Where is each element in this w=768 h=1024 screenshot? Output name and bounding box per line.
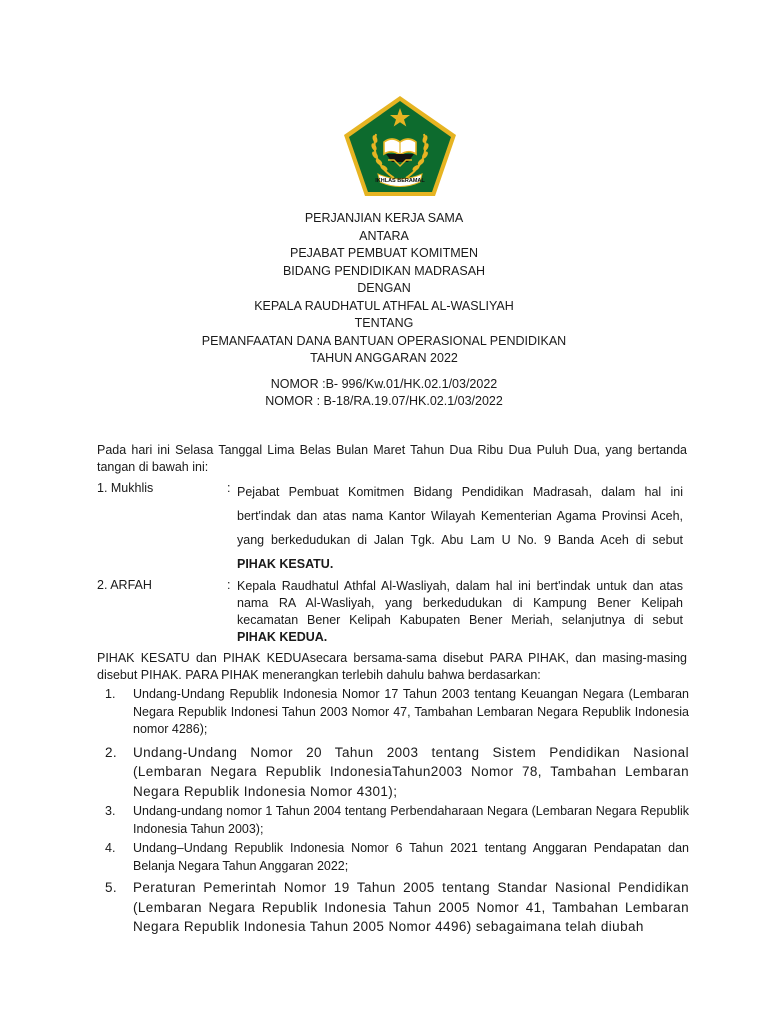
list-text: Undang-undang nomor 1 Tahun 2004 tentang Perbendaharaan Negara (Lembaran Negara Republik Indonesia Tahun 2003); bbox=[133, 804, 689, 836]
kemenag-logo bbox=[342, 94, 458, 198]
list-number: 1. bbox=[105, 687, 116, 701]
title-line: DENGAN bbox=[357, 281, 411, 295]
party-description bbox=[237, 481, 683, 577]
para-pihak-paragraph: PIHAK KESATU dan PIHAK KEDUAsecara bersama-sama disebut PARA PIHAK, dan masing-masing disebut PIHAK. PARA PIHAK menerangkan terlebih dahulu bahwa berdasarkan: bbox=[97, 651, 687, 682]
desc-line: Pejabat Pembuat Komitmen Bidang Pendidikan Madrasah, dalam hal ini bbox=[237, 485, 683, 499]
agreement-title bbox=[0, 210, 768, 368]
desc-line: nama RA Al-Wasliyah, yang berkedudukan di Kampung Bener Kelipah bbox=[237, 596, 683, 610]
nomor-line: NOMOR : B-18/RA.19.07/HK.02.1/03/2022 bbox=[265, 394, 503, 408]
legal-basis-list bbox=[97, 686, 689, 937]
title-line: TENTANG bbox=[354, 316, 414, 330]
list-item bbox=[97, 803, 689, 838]
nomor-line: NOMOR :B- 996/Kw.01/HK.02.1/03/2022 bbox=[270, 377, 498, 391]
intro-paragraph: Pada hari ini Selasa Tanggal Lima Belas Bulan Maret Tahun Dua Ribu Dua Puluh Dua, yang bertanda tangan di bawah ini: bbox=[97, 443, 687, 474]
list-item bbox=[97, 878, 689, 937]
party-label: PIHAK KEDUA. bbox=[237, 630, 328, 644]
list-text: Undang-Undang Nomor 20 Tahun 2003 tentang Sistem Pendidikan Nasional (Lembaran Negara Republik IndonesiaTahun2003 Nomor 78, Tambahan Lembaran Negara Republik Indonesia Nomor 4301); bbox=[133, 744, 689, 799]
list-number: 5. bbox=[105, 880, 118, 895]
list-text: Peraturan Pemerintah Nomor 19 Tahun 2005 tentang Standar Nasional Pendidikan (Lembaran Negara Republik Indonesia Tahun 2005 Nomor 41, Tambahan Lembaran Negara Republik Indonesia Tahun 2005 Nomor 4496) sebagaimana telah diubah bbox=[133, 880, 689, 934]
desc-line: Kepala Raudhatul Athfal Al-Wasliyah, dalam hal ini bert'indak untuk dan atas bbox=[237, 579, 683, 593]
desc-line: bert'indak dan atas nama Kantor Wilayah Kementerian Agama Provinsi Aceh, bbox=[237, 509, 683, 523]
party-name: 2. ARFAH bbox=[97, 578, 152, 592]
title-line: PEJABAT PEMBUAT KOMITMEN bbox=[290, 246, 478, 260]
list-item bbox=[97, 743, 689, 802]
party-description bbox=[237, 578, 683, 646]
list-number: 2. bbox=[105, 744, 118, 760]
list-text: Undang-Undang Republik Indonesia Nomor 17 Tahun 2003 tentang Keuangan Negara (Lembaran Negara Republik Indonesi Tahun 2003 Nomor 47, Tambahan Lembaran Negara Republik Indonesia nomor 4286); bbox=[133, 687, 689, 736]
svg-text:IKHLAS BERAMAL: IKHLAS BERAMAL bbox=[375, 178, 425, 184]
document-numbers bbox=[0, 376, 768, 410]
party-label: PIHAK KESATU. bbox=[237, 557, 334, 571]
title-line: PEMANFAATAN DANA BANTUAN OPERASIONAL PENDIDIKAN bbox=[201, 333, 567, 348]
list-text: Undang–Undang Republik Indonesia Nomor 6 Tahun 2021 tentang Anggaran Pendapatan dan Belanja Negara Tahun Anggaran 2022; bbox=[133, 841, 689, 873]
title-line: PERJANJIAN KERJA SAMA bbox=[304, 211, 464, 225]
title-line: KEPALA RAUDHATUL ATHFAL AL-WASLIYAH bbox=[254, 298, 514, 313]
party-colon: : bbox=[227, 481, 231, 495]
party-colon: : bbox=[227, 578, 231, 592]
list-number: 4. bbox=[105, 841, 116, 855]
title-line: BIDANG PENDIDIKAN MADRASAH bbox=[282, 263, 486, 278]
party-name: 1. Mukhlis bbox=[97, 481, 154, 495]
title-line: ANTARA bbox=[359, 228, 409, 243]
list-item bbox=[97, 840, 689, 875]
desc-line: yang berkedudukan di Jalan Tgk. Abu Lam U No. 9 Banda Aceh di sebut bbox=[237, 533, 683, 547]
desc-line: kecamatan Bener Kelipah Kabupaten Bener Meriah, selanjutnya di sebut bbox=[237, 613, 683, 627]
list-number: 3. bbox=[105, 804, 116, 818]
title-line: TAHUN ANGGARAN 2022 bbox=[310, 351, 458, 365]
list-item bbox=[97, 686, 689, 739]
